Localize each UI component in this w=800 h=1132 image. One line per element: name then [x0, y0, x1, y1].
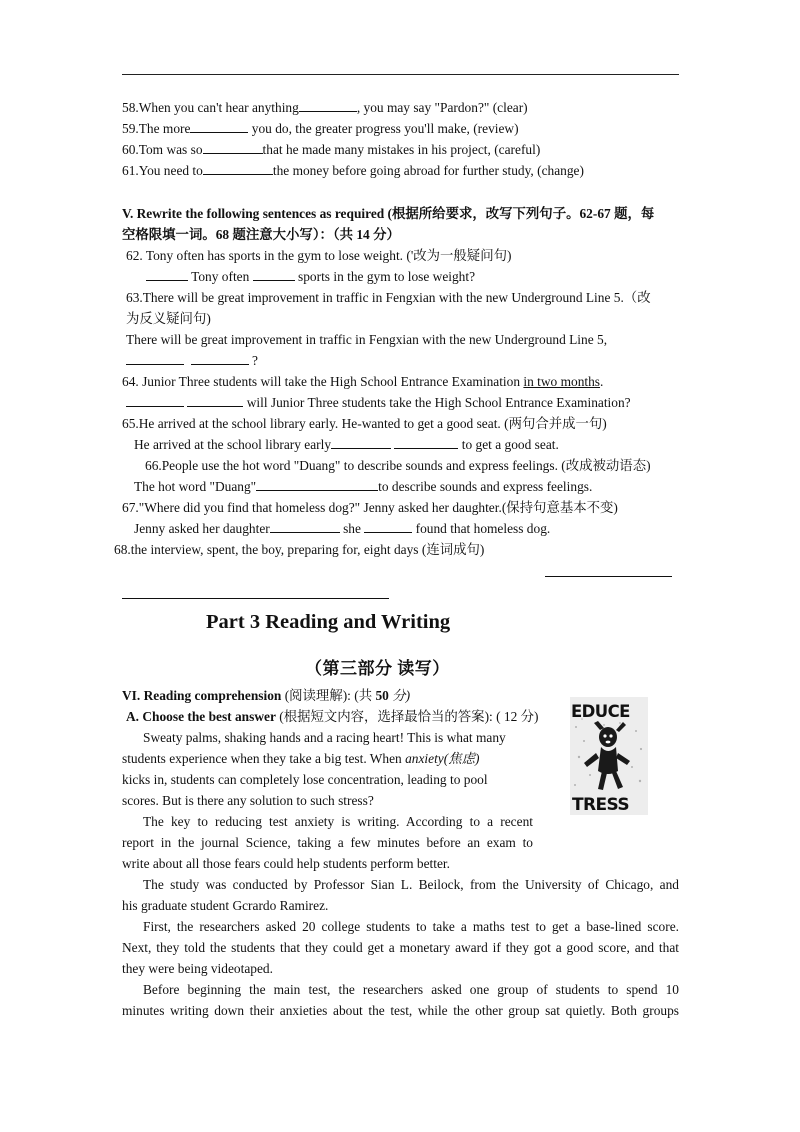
p3-line-2: his graduate student Gcrardo Ramirez. [122, 898, 329, 913]
question-63-answer-blanks: ? [126, 352, 258, 370]
answer-blank-62a[interactable] [146, 268, 188, 281]
answer-blank-66[interactable] [256, 478, 378, 491]
p4-line-2: Next, they told the students that they could get a monetary award if they got a good score, and that [122, 940, 679, 955]
answer-blank-67a[interactable] [270, 520, 340, 533]
reduce-stress-illustration [570, 697, 648, 815]
stress-figure-drawing [570, 697, 648, 815]
section-5-heading-cont: 空格限填一词。68 题注意大小写）：（共 14 分） [122, 227, 400, 242]
p1-line-2: students experience when they take a big test. When anxiety(焦虑) [122, 751, 480, 766]
p2-line-2: report in the journal Science, taking a few minutes before an exam to [122, 835, 533, 850]
image-caption-bottom: TRESS [572, 795, 630, 815]
p2-line-3: write about all those fears could help students perform better. [122, 856, 450, 871]
question-66-answer: The hot word "Duang" to describe sounds and express feelings. [134, 479, 593, 494]
question-62-answer: Tony often sports in the gym to lose weight? [146, 268, 475, 286]
question-63-prompt: 63.There will be great improvement in traffic in Fengxian with the new Underground Line 5.（改 [126, 290, 651, 305]
part-3-title: Part 3 Reading and Writing [206, 611, 451, 633]
p5-line-1: Before beginning the main test, the researchers asked one group of students to spend 10 [143, 982, 679, 997]
answer-line-68a[interactable] [545, 576, 672, 577]
question-60: 60.Tom was so that he made many mistakes in his project, (careful) [122, 142, 541, 157]
question-67-answer: Jenny asked her daughter she found that homeless dog. [134, 521, 551, 536]
question-64-prompt: 64. Junior Three students will take the High School Entrance Examination in two months. [122, 374, 604, 389]
p1-line-3: kicks in, students can completely lose concentration, leading to pool [122, 772, 488, 787]
section-5-heading: V. Rewrite the following sentences as required (根据所给要求，改写下列句子。62-67 题，每 [122, 206, 655, 221]
question-64-answer: will Junior Three students take the High School Entrance Examination? [126, 394, 631, 412]
answer-blank-67b[interactable] [364, 520, 412, 533]
p1-line-1: Sweaty palms, shaking hands and a racing heart! This is what many [143, 730, 506, 745]
answer-blank-63a[interactable] [126, 352, 184, 365]
question-61: 61.You need to the money before going abroad for further study, (change) [122, 163, 584, 178]
answer-line-68b[interactable] [122, 598, 389, 599]
p4-line-1: First, the researchers asked 20 college students to take a maths test to get a base-lined score. [143, 919, 679, 934]
top-divider [122, 74, 679, 75]
answer-blank-62b[interactable] [253, 268, 295, 281]
answer-blank-64b[interactable] [187, 394, 243, 407]
p4-line-3: they were being videotaped. [122, 961, 273, 976]
answer-blank-65b[interactable] [394, 436, 458, 449]
question-65-prompt: 65.He arrived at the school library early. He-wanted to get a good seat. (两句合并成一句) [122, 416, 607, 431]
question-63-prompt-cont: 为反义疑问句) [126, 311, 211, 326]
question-65-answer: He arrived at the school library early to get a good seat. [134, 437, 559, 452]
part-3-subtitle: （第三部分 读写） [305, 659, 450, 678]
question-63-answer: There will be great improvement in traffic in Fengxian with the new Underground Line 5, [126, 332, 608, 347]
p5-line-2: minutes writing down their anxieties about the test, while the other group sat quietly. Both groups [122, 1003, 679, 1018]
question-66-prompt: 66.People use the hot word "Duang" to describe sounds and express feelings. (改成被动语态) [145, 458, 651, 473]
image-caption-top: EDUCE [571, 702, 630, 721]
p3-line-1: The study was conducted by Professor Sian L. Beilock, from the University of Chicago, and [143, 877, 679, 892]
answer-blank-65a[interactable] [331, 436, 391, 449]
part-a-heading: A. Choose the best answer (根据短文内容，选择最恰当的答案): ( 12 分) [126, 709, 539, 724]
question-62-prompt: 62. Tony often has sports in the gym to lose weight. ('改为一般疑问句) [126, 248, 512, 263]
answer-blank-63b[interactable] [191, 352, 249, 365]
answer-blank-58[interactable] [299, 99, 357, 112]
answer-blank-64a[interactable] [126, 394, 184, 407]
question-68-prompt: 68.the interview, spent, the boy, preparing for, eight days (连词成句) [114, 542, 485, 557]
p1-line-4: scores. But is there any solution to such stress? [122, 793, 374, 808]
p2-line-1: The key to reducing test anxiety is writing. According to a recent [143, 814, 533, 829]
question-58: 58.When you can't hear anything , you may say "Pardon?" (clear) [122, 100, 528, 115]
question-67-prompt: 67."Where did you find that homeless dog?" Jenny asked her daughter.(保持句意基本不变) [122, 500, 618, 515]
question-59: 59.The more you do, the greater progress you'll make, (review) [122, 121, 519, 136]
answer-blank-60[interactable] [203, 141, 263, 154]
answer-blank-61[interactable] [203, 162, 273, 175]
section-6-heading: VI. Reading comprehension (阅读理解): (共 50 分) [122, 688, 411, 703]
answer-blank-59[interactable] [190, 120, 248, 133]
